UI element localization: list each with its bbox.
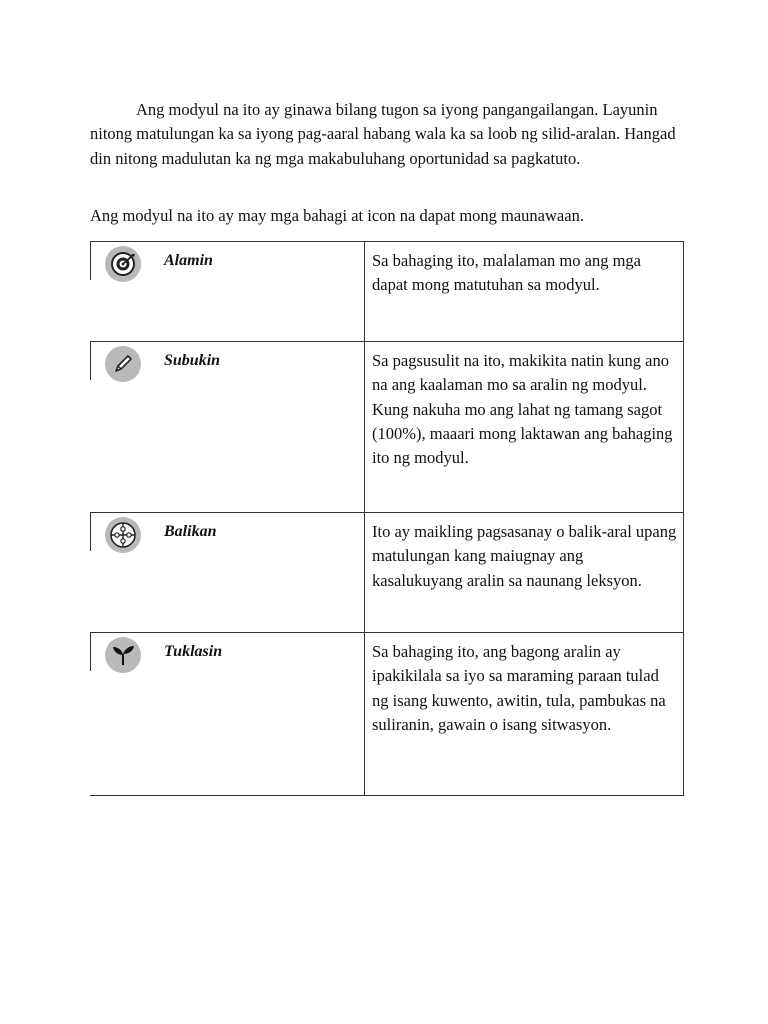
table-row [90,633,684,796]
part-label-cell [90,513,365,633]
part-description: Sa bahaging ito, malalaman mo ang mga dapat mong matutuhan sa modyul. [365,242,684,342]
part-label: Tuklasin [164,643,223,660]
icons-note: Ang modyul na ito ay may mga bahagi at icon na dapat mong maunawaan. [90,206,584,225]
part-description: Sa pagsusulit na ito, makikita natin kung ano na ang kaalaman mo sa aralin ng modyul. Kung nakuha mo ang lahat ng tamang sagot (100%), maaari mong laktawan ang bahaging ito ng modyul. [365,342,684,513]
table-row [90,342,684,513]
part-label-cell [90,342,365,513]
part-description: Sa bahaging ito, ang bagong aralin ay ipakikilala sa iyo sa maraming paraan tulad ng isang kuwento, awitin, tula, pambukas na suliranin, gawain o isang sitwasyon. [365,633,684,796]
part-label-cell [90,633,365,796]
seedling-icon [105,637,141,673]
part-description: Ito ay maikling pagsasanay o balik-aral upang matulungan kang maiugnay ang kasalukuyang aralin sa naunang leksyon. [365,513,684,633]
part-label-cell [90,242,365,342]
intro-paragraph [90,98,686,171]
table-row [90,513,684,633]
part-label: Subukin [164,352,221,369]
target-icon [105,246,141,282]
part-label: Alamin [164,252,213,269]
intro-text: Ang modyul na ito ay ginawa bilang tugon sa iyong pangangailangan. Layunin nitong matulungan ka sa iyong pag-aaral habang wala ka sa loob ng silid-aralan. Hangad din nitong madulutan ka ng mga makabuluhang oportunidad sa pagkatuto. [90,100,676,168]
table-row [90,242,684,342]
puzzle-icon [105,517,141,553]
pencil-icon [105,346,141,382]
part-label: Balikan [164,523,217,540]
module-parts-table [90,241,684,796]
